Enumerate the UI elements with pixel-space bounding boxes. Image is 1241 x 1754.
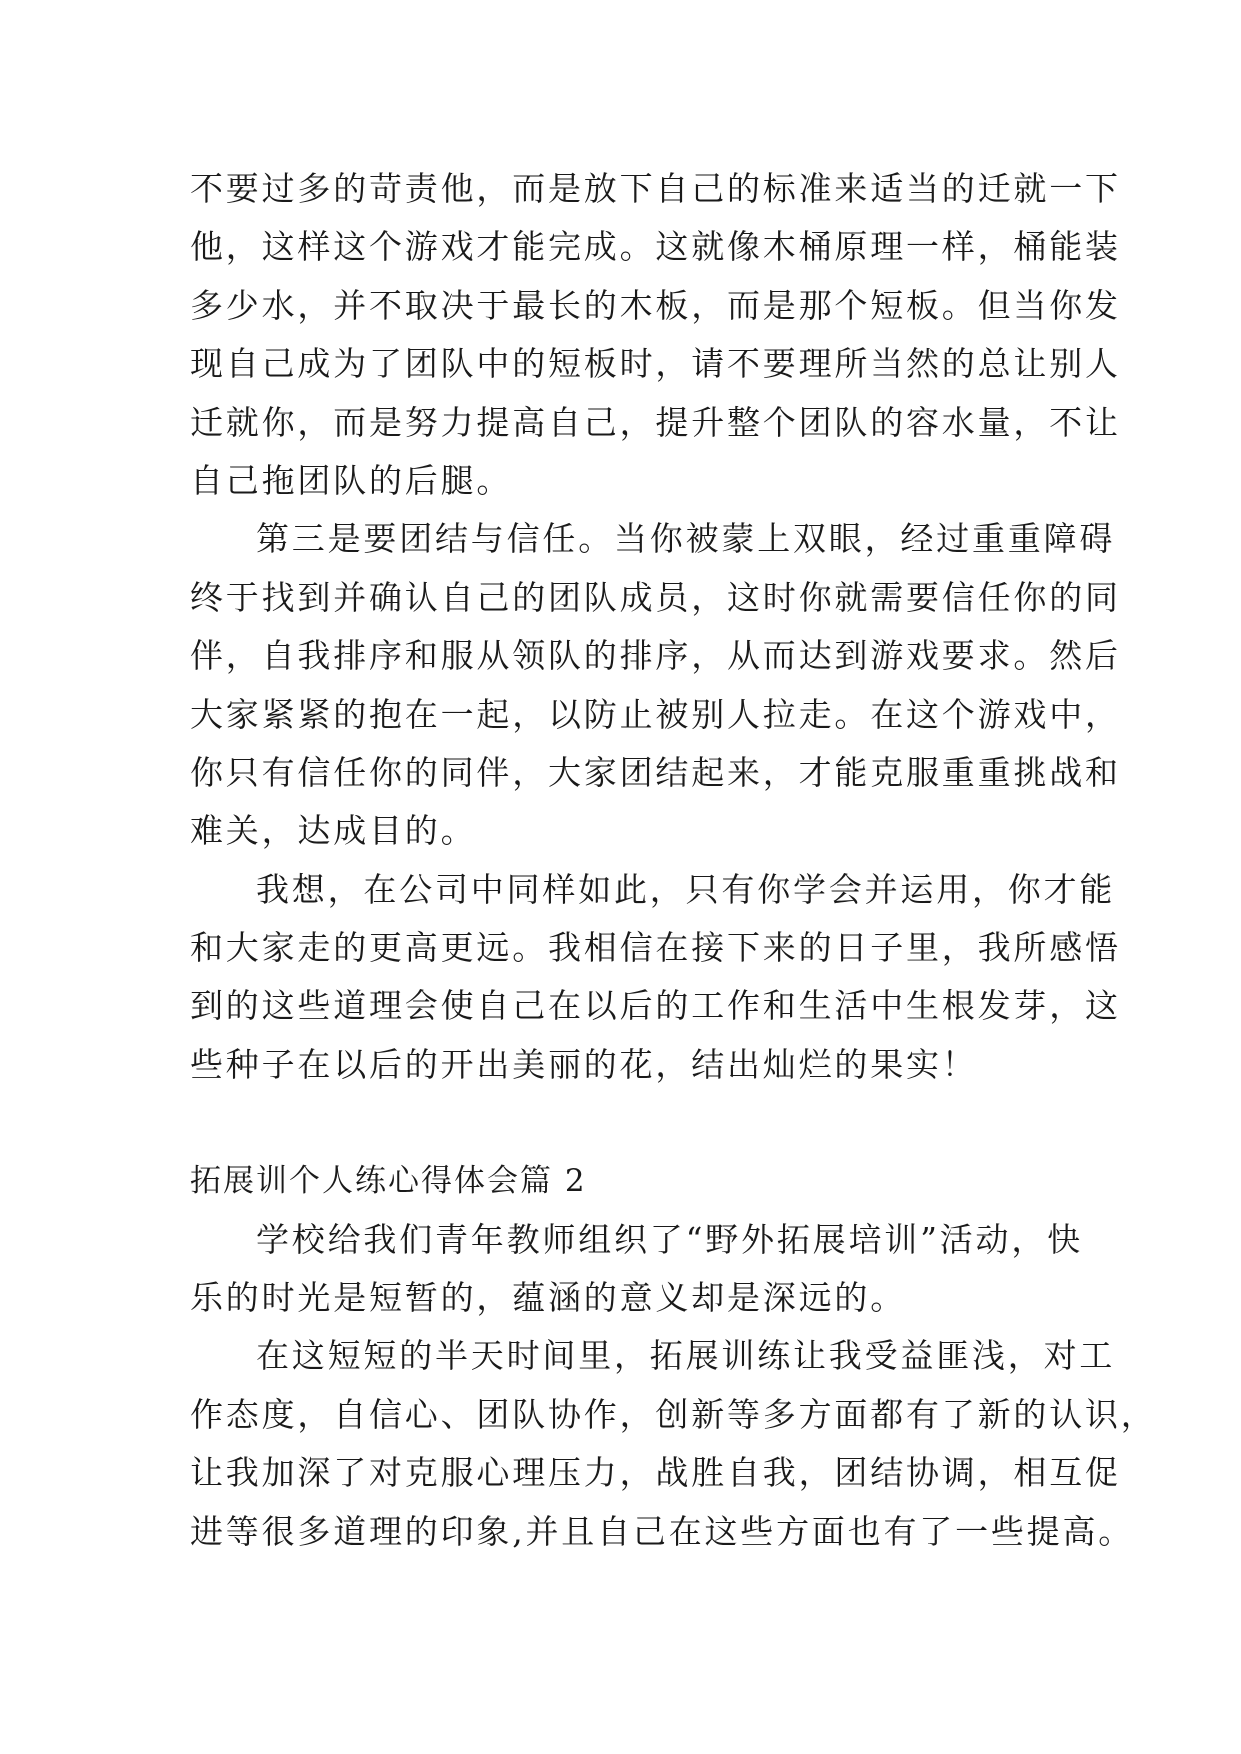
paragraph-first-line: 学校给我们青年教师组织了“野外拓展培训”活动，快 [256,1219,1083,1259]
text-line: 让我加深了对克服心理压力，战胜自我，团结协调，相互促 [190,1453,1121,1493]
text-line: 和大家走的更高更远。我相信在接下来的日子里，我所感悟 [190,928,1121,968]
text-line: 乐的时光是短暂的，蕴涵的意义却是深远的。 [190,1278,906,1318]
text-line: 自己拖团队的后腿。 [190,460,513,500]
text-line: 难关，达成目的。 [190,811,477,851]
text-line: 现自己成为了团队中的短板时，请不要理所当然的总让别人 [190,344,1121,384]
text-line: 伴，自我排序和服从领队的排序，从而达到游戏要求。然后 [190,636,1121,676]
paragraph-first-line: 在这短短的半天时间里，拓展训练让我受益匪浅，对工 [256,1336,1116,1376]
text-line: 到的这些道理会使自己在以后的工作和生活中生根发芽，这 [190,986,1121,1026]
text-line: 些种子在以后的开出美丽的花，结出灿烂的果实！ [190,1044,978,1084]
text-line: 大家紧紧的抱在一起，以防止被别人拉走。在这个游戏中， [190,694,1121,734]
section-heading: 拓展训个人练心得体会篇 2 [190,1163,587,1200]
text-line: 不要过多的苛责他，而是放下自己的标准来适当的迁就一下 [190,169,1121,208]
text-line: 作态度，自信心、团队协作，创新等多方面都有了新的认识， [190,1394,1157,1434]
text-line: 你只有信任你的同伴，大家团结起来，才能克服重重挑战和 [190,752,1121,792]
text-line: 他，这样这个游戏才能完成。这就像木桶原理一样，桶能装 [190,227,1121,267]
text-line: 进等很多道理的印象,并且自己在这些方面也有了一些提高。 [190,1511,1135,1551]
document-body [190,160,1157,1561]
text-line: 终于找到并确认自己的团队成员，这时你就需要信任你的同 [190,577,1121,617]
paragraph-first-line: 第三是要团结与信任。当你被蒙上双眼，经过重重障碍 [256,519,1116,559]
text-line: 多少水，并不取决于最长的木板，而是那个短板。但当你发 [190,285,1121,325]
paragraph-first-line: 我想，在公司中同样如此，只有你学会并运用，你才能 [256,869,1116,909]
text-line: 迁就你，而是努力提高自己，提升整个团队的容水量，不让 [190,402,1121,442]
